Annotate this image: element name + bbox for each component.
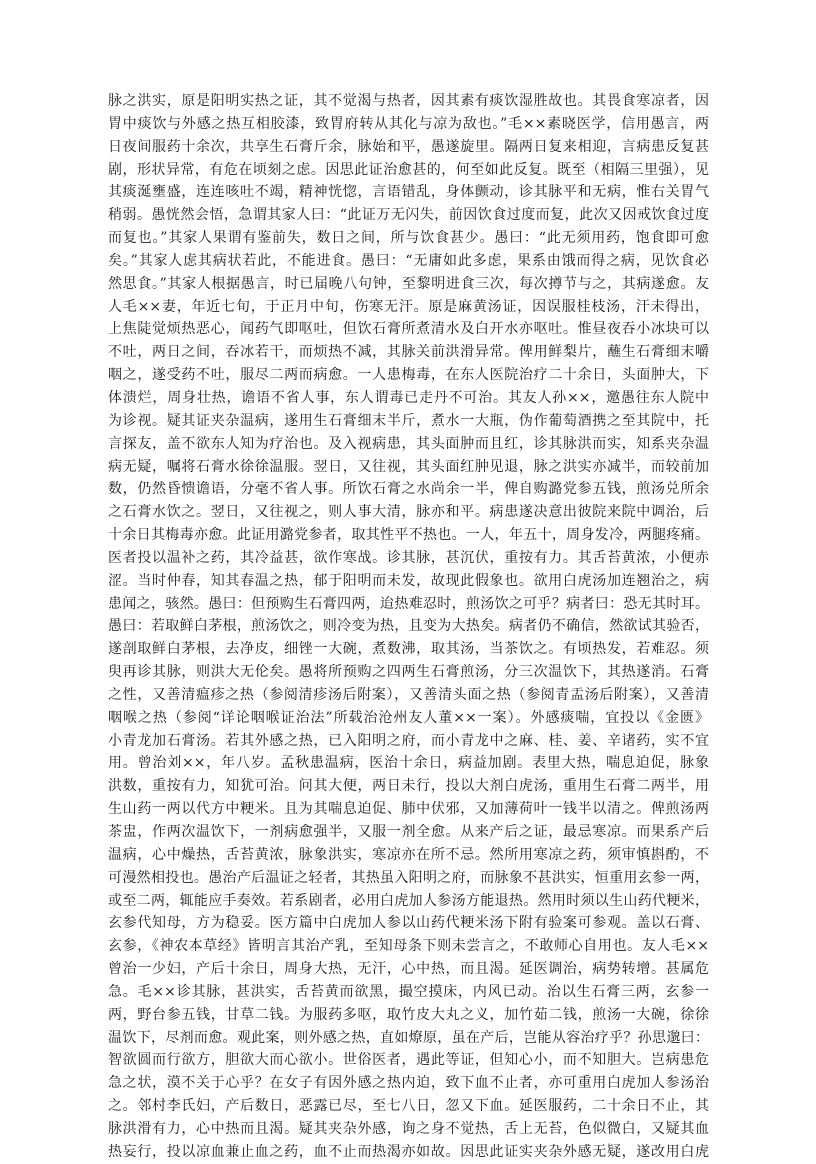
text-line: 上焦陡觉烦热恶心，闻药气即呕吐，但饮石膏所煮清水及白开水亦呕吐。惟昼夜吞小冰块可以 [108, 321, 709, 338]
text-line: 为诊视。疑其证夹杂温病，遂用生石膏细末半斤，煮水一大瓶，伪作葡萄酒携之至其院中，托 [108, 412, 709, 429]
text-line: 涩。当时仲春，知其春温之热，郁于阳明而未发，故现此假象也。欲用白虎汤加连翘治之，病 [108, 572, 709, 589]
text-line: 玄参，《神农本草经》皆明言其治产乳，至知母条下则未尝言之，不敢师心自用也。友人毛×× [108, 938, 709, 955]
text-line: 病无疑，嘱将石膏水徐徐温服。翌日，又往视，其头面红肿见退，脉之洪实亦减半，而较前加 [108, 458, 709, 475]
text-line: 急之状，漠不关于心乎？在女子有因外感之热内迫，致下血不止者，亦可重用白虎加人参汤治 [108, 1075, 709, 1092]
text-line: 或至二两，辄能应手奏效。若系剧者，必用白虎加人参汤方能退热。然用时须以生山药代粳米， [108, 892, 709, 909]
text-line: 用。曾治刘××，年八岁。孟秋患温病，医治十余日，病益加剧。表里大热，喘息迫促，脉象 [108, 755, 709, 772]
text-line: 医者投以温补之药，其冷益甚，欲作寒战。诊其脉，甚沉伏，重按有力。其舌苔黄浓，小便赤 [108, 549, 709, 566]
text-line: 生山药一两以代方中粳米。且为其喘息迫促、肺中伏邪，又加薄荷叶一钱半以清之。俾煎汤两 [108, 801, 709, 818]
text-line: 遂剖取鲜白茅根，去净皮，细锉一大碗，煮数沸，取其汤，当茶饮之。有顷热发，若难忍。须 [108, 641, 709, 658]
text-line: 洪数，重按有力，知犹可治。问其大便，两日未行，投以大剂白虎汤，重用生石膏二两半，用 [108, 778, 709, 795]
text-line: 臾再诊其脉，则洪大无伦矣。愚将所预购之四两生石膏煎汤，分三次温饮下，其热遂消。石膏 [108, 664, 709, 681]
text-line: 之石膏水饮之。翌日，又往视之，则人事大清，脉亦和平。病患遂决意出彼院来院中调治，后 [108, 504, 709, 521]
text-line: 体溃烂，周身壮热，谵语不省人事，东人谓毒已走丹不可治。其友人孙××，邀愚往东人院中 [108, 389, 709, 406]
text-line: 茶盅，作两次温饮下，一剂病愈强半，又服一剂全愈。从来产后之证，最忌寒凉。而果系产后 [108, 824, 709, 840]
text-line: 言探友，盖不欲东人知为疗治也。及入视病患，其头面肿而且红，诊其脉洪而实，知系夹杂温 [108, 435, 709, 452]
text-line: 两，野台参五钱，甘草二钱。为服药多呕，取竹皮大丸之义，加竹茹二钱，煎汤一大碗，徐徐 [108, 1006, 709, 1023]
text-line: 而复也。”其家人果谓有鉴前失，数日之间，所与饮食甚少。愚曰：“此无须用药，饱食即可愈 [108, 230, 709, 247]
text-line: 患闻之，骇然。愚曰：但预购生石膏四两，迨热难忍时，煎汤饮之可乎？病者曰：恐无其时耳。 [108, 595, 709, 612]
text-line: 脉洪滑有力，心中热而且渴。疑其夹杂外感，询之身不觉热，舌上无苔，色似微白，又疑其血 [108, 1120, 709, 1137]
text-line: 温饮下，尽剂而愈。观此案，则外感之热，直如燎原，虽在产后，岂能从容治疗乎？孙思邈曰： [108, 1029, 709, 1046]
text-line: 热妄行，投以凉血兼止血之药，血不止而热渴亦如故。因思此证实夹杂外感无疑，遂改用白虎 [108, 1143, 709, 1160]
text-line: 稍弱。愚恍然会悟，急谓其家人曰：“此证万无闪失，前因饮食过度而复，此次又因戒饮食过度 [108, 207, 709, 224]
text-line: 之。邻村李氏妇，产后数日，恶露已尽，至七八日，忽又下血。延医服药，二十余日不止，其 [108, 1098, 709, 1115]
text-line: 可漫然相投也。愚治产后温证之轻者，其热虽入阳明之府，而脉象不甚洪实，恒重用玄参一两， [108, 869, 709, 886]
text-line: 急。毛××诊其脉，甚洪实，舌苔黄而欲黑，撮空摸床，内风已动。治以生石膏三两，玄参一 [108, 983, 709, 1000]
text-line: 脉之洪实，原是阳明实热之证，其不觉渴与热者，因其素有痰饮湿胜故也。其畏食寒凉者，因 [108, 93, 709, 109]
text-line: 数，仍然昏愦谵语，分毫不省人事。所饮石膏之水尚余一半，俾自购潞党参五钱，煎汤兑所余 [108, 481, 709, 498]
text-line: 然思食。”其家人根据愚言，时已届晚八句钟，至黎明进食三次，每次撙节与之，其病遂愈。友 [108, 275, 709, 292]
text-line: 人毛××妻，年近七旬，于正月中旬，伤寒无汗。原是麻黄汤证，因误服桂枝汤，汗未得出， [108, 298, 709, 315]
text-line: 日夜间服药十余次，共享生石膏斤余，脉始和平，愚遂旋里。隔两日复来相迎，言病患反复甚 [108, 138, 709, 155]
document-body [108, 90, 709, 1164]
text-line: 矣。”其家人虑其病状若此，不能进食。愚曰：“无庸如此多虑，果系由饿而得之病，见饮食必 [108, 252, 709, 269]
text-line: 十余日其梅毒亦愈。此证用潞党参者，取其性平不热也。一人，年五十，周身发冷，两腿疼痛。 [108, 527, 709, 544]
text-line: 剧，形状异常，有危在顷刻之虑。因思此证治愈甚的，何至如此反复。既至（相隔三里强），见 [108, 161, 709, 178]
text-line: 之性，又善清瘟疹之热（参阅清疹汤后附案），又善清头面之热（参阅青盂汤后附案），又善清 [108, 686, 709, 703]
text-line: 愚曰：若取鲜白茅根，煎汤饮之，则冷变为热，且变为大热矣。病者仍不确信，然欲试其验否， [108, 618, 709, 635]
text-line: 小青龙加石膏汤。若其外感之热，已入阳明之府，而小青龙中之麻、桂、姜、辛诸药，实不宜 [108, 732, 709, 749]
text-line: 咽喉之热（参阅“详论咽喉证治法”所载治沧州友人董××一案）。外感痰喘，宜投以《金匮》 [108, 709, 709, 726]
text-line: 智欲圆而行欲方，胆欲大而心欲小。世俗医者，遇此等证，但知心小，而不知胆大。岂病患危 [108, 1052, 709, 1069]
text-line: 曾治一少妇，产后十余日，周身大热，无汗，心中热，而且渴。延医调治，病势转增。甚属危 [108, 961, 709, 978]
text-line: 玄参代知母，方为稳妥。医方篇中白虎加人参以山药代粳米汤下附有验案可参观。盖以石膏、 [108, 915, 709, 932]
text-line: 其痰涎壅盛，连连咳吐不竭，精神恍惚，言语错乱，身体颤动，诊其脉平和无病，惟右关胃气 [108, 184, 709, 201]
text-line: 咽之，遂受药不吐，服尽二两而病愈。一人患梅毒，在东人医院治疗二十余日，头面肿大，下 [108, 367, 709, 384]
text-line: 温病，心中燥热，舌苔黄浓，脉象洪实，寒凉亦在所不忌。然所用寒凉之药，须审慎斟酌，不 [108, 846, 709, 863]
text-line: 不吐，两日之间，吞冰若干，而烦热不减，其脉关前洪滑异常。俾用鲜梨片，蘸生石膏细末嚼 [108, 344, 709, 361]
text-line: 胃中痰饮与外感之热互相胶漆，致胃府转从其化与凉为敌也。”毛××素晓医学，信用愚言，两 [108, 115, 709, 132]
